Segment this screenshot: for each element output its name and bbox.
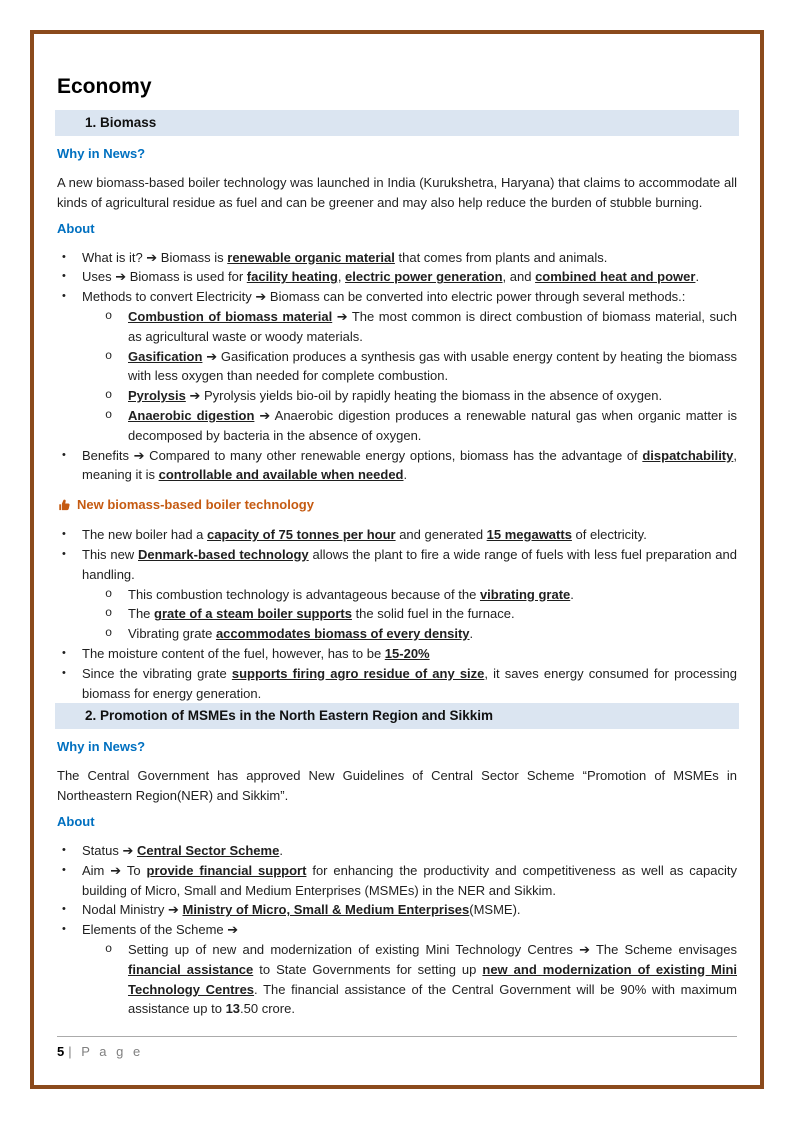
list-item bbox=[57, 664, 737, 704]
topic-heading bbox=[57, 497, 737, 513]
list-item-text bbox=[82, 666, 737, 701]
text-run: Methods to convert Electricity ➔ Biomass can be converted into electric power through several methods.: bbox=[82, 289, 686, 305]
bullet-marker: o bbox=[105, 388, 113, 403]
subheading-blue: About bbox=[57, 813, 95, 829]
text-run: provide financial support bbox=[146, 862, 307, 878]
paragraph: The Central Government has approved New Guidelines of Central Sector Scheme “Promotion of MSMEs in Northeastern Region(NER) and Sikkim”. bbox=[57, 768, 737, 804]
text-run: facility heating bbox=[246, 269, 338, 285]
text-run: 15 megawatts bbox=[486, 527, 572, 543]
text-run: 13 bbox=[225, 1001, 241, 1017]
text-run: Since the vibrating grate bbox=[82, 665, 232, 681]
text-run: of electricity. bbox=[571, 527, 647, 543]
text-run: , and bbox=[502, 269, 536, 285]
text-run: Combustion of biomass material bbox=[128, 308, 333, 324]
page-content bbox=[57, 34, 737, 1085]
list-item bbox=[57, 920, 737, 940]
list-item bbox=[57, 406, 737, 446]
text-run: Status ➔ bbox=[82, 842, 137, 858]
bullet-marker: • bbox=[62, 270, 66, 283]
bullet-marker: o bbox=[105, 308, 113, 323]
list-item-text bbox=[128, 942, 737, 1016]
thumbs-up-icon bbox=[57, 498, 71, 512]
list-item bbox=[57, 841, 737, 861]
list-item-text bbox=[82, 547, 737, 582]
text-run: Aim ➔ To bbox=[82, 862, 147, 878]
text-run: Pyrolysis bbox=[128, 388, 186, 404]
text-run: to State Governments for setting up bbox=[253, 961, 483, 977]
page-footer bbox=[57, 1036, 737, 1059]
text-run: new and modernization of existing Mini Technology Centres bbox=[128, 961, 737, 997]
section-banner-title: 1. Biomass bbox=[85, 115, 157, 130]
text-run: financial assistance bbox=[128, 961, 254, 977]
text-run: What is it? ➔ Biomass is bbox=[82, 249, 228, 265]
text-run: the solid fuel in the furnace. bbox=[351, 606, 515, 622]
text-run: The new boiler had a bbox=[82, 527, 208, 543]
text-run: dispatchability bbox=[642, 447, 734, 463]
list-item bbox=[57, 347, 737, 387]
page-label: | P a g e bbox=[68, 1044, 144, 1059]
subheading-blue: Why in News? bbox=[57, 739, 146, 755]
text-run: ➔ Gasification produces a synthesis gas with usable energy content by heating the biomass with less oxygen than needed for complete combustion. bbox=[128, 348, 737, 384]
list-item-text bbox=[82, 843, 283, 858]
text-run: Nodal Ministry ➔ bbox=[82, 902, 183, 918]
section-banner-title: 2. Promotion of MSMEs in the North Eastern Region and Sikkim bbox=[85, 708, 494, 724]
topic-heading-label: New biomass-based boiler technology bbox=[77, 497, 314, 513]
list-item bbox=[57, 604, 737, 624]
text-run: The moisture content of the fuel, however, has to be bbox=[82, 645, 385, 661]
text-run: supports firing agro residue of any size bbox=[231, 665, 485, 681]
list-item-text bbox=[128, 587, 574, 602]
list-item-text bbox=[128, 309, 737, 344]
text-run: ➔ Anaerobic digestion produces a renewable natural gas when organic matter is decomposed by bacteria in the absence of oxygen. bbox=[128, 407, 737, 443]
list-item-text bbox=[82, 863, 737, 898]
text-run: Benefits ➔ Compared to many other renewable energy options, biomass has the advantage of bbox=[82, 447, 643, 463]
list-item bbox=[57, 307, 737, 347]
text-run: . bbox=[279, 842, 283, 858]
text-run: grate of a steam boiler supports bbox=[154, 606, 352, 622]
bullet-marker: • bbox=[62, 843, 66, 856]
page-number: 5 bbox=[57, 1044, 65, 1059]
list-item bbox=[57, 940, 737, 1019]
list-item-text bbox=[82, 448, 737, 483]
list-item bbox=[57, 267, 737, 287]
text-run: Vibrating grate bbox=[128, 626, 216, 642]
subheading-blue: About bbox=[57, 220, 95, 236]
text-run: Gasification bbox=[128, 348, 203, 364]
text-run: , bbox=[337, 269, 346, 285]
list-item bbox=[57, 644, 737, 664]
list-item bbox=[57, 585, 737, 605]
list-item bbox=[57, 624, 737, 644]
subheading-blue: Why in News? bbox=[57, 146, 146, 161]
paragraph: A new biomass-based boiler technology was launched in India (Kurukshetra, Haryana) that claims to accommodate all kinds of agricultural residue as fuel and can be greener and may also help reduce the burden of stubble burning. bbox=[57, 175, 737, 210]
text-run: Central Sector Scheme bbox=[136, 842, 280, 858]
text-run: renewable organic material bbox=[227, 249, 395, 265]
text-run: Elements of the Scheme ➔ bbox=[82, 922, 239, 938]
list-item-text bbox=[82, 250, 607, 265]
text-run: capacity of 75 tonnes per hour bbox=[207, 527, 396, 543]
bullet-marker: o bbox=[105, 407, 113, 422]
bullet-marker: • bbox=[62, 666, 66, 679]
list-item bbox=[57, 525, 737, 545]
bullet-marker: • bbox=[62, 547, 66, 560]
bullet-marker: • bbox=[62, 528, 66, 541]
text-run: , it saves energy consumed for processing biomass for energy generation. bbox=[82, 665, 738, 701]
bullet-marker: • bbox=[62, 646, 66, 659]
text-run: allows the plant to fire a wide range of fuels with less fuel preparation and handling. bbox=[82, 546, 737, 582]
text-run: This new bbox=[82, 546, 138, 562]
list-item bbox=[57, 386, 737, 406]
list-item-text bbox=[128, 388, 662, 403]
text-run: This combustion technology is advantageous because of the bbox=[128, 586, 480, 602]
list-item-text bbox=[128, 606, 515, 621]
bullet-marker: • bbox=[62, 863, 66, 876]
bullet-marker: • bbox=[62, 903, 66, 916]
text-run: controllable and available when needed bbox=[158, 467, 404, 483]
text-run: Uses ➔ Biomass is used for bbox=[82, 269, 247, 285]
list-item-text bbox=[128, 408, 737, 443]
list-item bbox=[57, 287, 737, 307]
text-run: Denmark-based technology bbox=[138, 546, 309, 562]
list-item-text bbox=[82, 269, 699, 284]
text-run: Anaerobic digestion bbox=[128, 407, 255, 423]
page-title: Economy bbox=[57, 75, 152, 98]
text-run: for enhancing the productivity and competitiveness as well as capacity building of Micro, Small and Medium Enterprises (MSMEs) in the NER and Sikkim. bbox=[82, 862, 737, 898]
text-run: , meaning it is bbox=[82, 447, 737, 483]
text-run: accommodates biomass of every density bbox=[215, 626, 470, 642]
bullet-marker: o bbox=[105, 348, 113, 363]
footer-divider bbox=[57, 1036, 737, 1037]
text-run: Ministry of Micro, Small & Medium Enterprises bbox=[182, 902, 470, 918]
list-item-text bbox=[82, 646, 430, 661]
text-run: combined heat and power bbox=[535, 269, 696, 285]
bullet-marker: o bbox=[105, 626, 113, 641]
section-banner bbox=[55, 703, 739, 729]
bullet-marker: • bbox=[62, 250, 66, 263]
bullet-marker: • bbox=[62, 290, 66, 303]
text-run: . bbox=[695, 269, 700, 285]
list-item-text bbox=[82, 902, 521, 917]
list-item bbox=[57, 446, 737, 486]
text-run: .50 crore. bbox=[240, 1001, 295, 1017]
list-item-text bbox=[128, 626, 473, 641]
text-run: ➔ The most common is direct combustion of biomass material, such as agricultural waste or woody materials. bbox=[128, 308, 737, 344]
text-run: The bbox=[128, 606, 155, 622]
text-run: . bbox=[570, 586, 574, 602]
bullet-marker: o bbox=[105, 941, 113, 956]
bullet-marker: • bbox=[62, 448, 66, 461]
list-item-text bbox=[82, 289, 685, 304]
list-item bbox=[57, 248, 737, 268]
text-run: . bbox=[403, 467, 408, 483]
bullet-marker: • bbox=[62, 923, 66, 936]
bullet-marker: o bbox=[105, 606, 113, 621]
list-item-text bbox=[82, 527, 647, 542]
page-frame bbox=[30, 30, 764, 1089]
list-item-text bbox=[128, 349, 737, 384]
list-item bbox=[57, 545, 737, 585]
text-run: . The financial assistance of the Central Government will be 90% with maximum assistance up to bbox=[128, 981, 737, 1017]
text-run: (MSME). bbox=[469, 902, 521, 918]
text-run: Setting up of new and modernization of existing Mini Technology Centres ➔ The Scheme envisages bbox=[128, 941, 737, 957]
section-banner bbox=[55, 110, 739, 136]
text-run: . bbox=[469, 626, 474, 642]
text-run: vibrating grate bbox=[479, 586, 571, 602]
footer-text bbox=[57, 1044, 737, 1059]
text-run: ➔ Pyrolysis yields bio-oil by rapidly heating the biomass in the absence of oxygen. bbox=[185, 388, 663, 404]
document-body bbox=[57, 110, 737, 1019]
text-run: and generated bbox=[395, 527, 487, 543]
text-run: electric power generation bbox=[345, 269, 503, 285]
bullet-marker: o bbox=[105, 586, 113, 601]
list-item bbox=[57, 900, 737, 920]
text-run: that comes from plants and animals. bbox=[394, 249, 608, 265]
list-item bbox=[57, 861, 737, 901]
text-run: 15-20% bbox=[384, 645, 430, 661]
list-item-text bbox=[82, 922, 238, 937]
